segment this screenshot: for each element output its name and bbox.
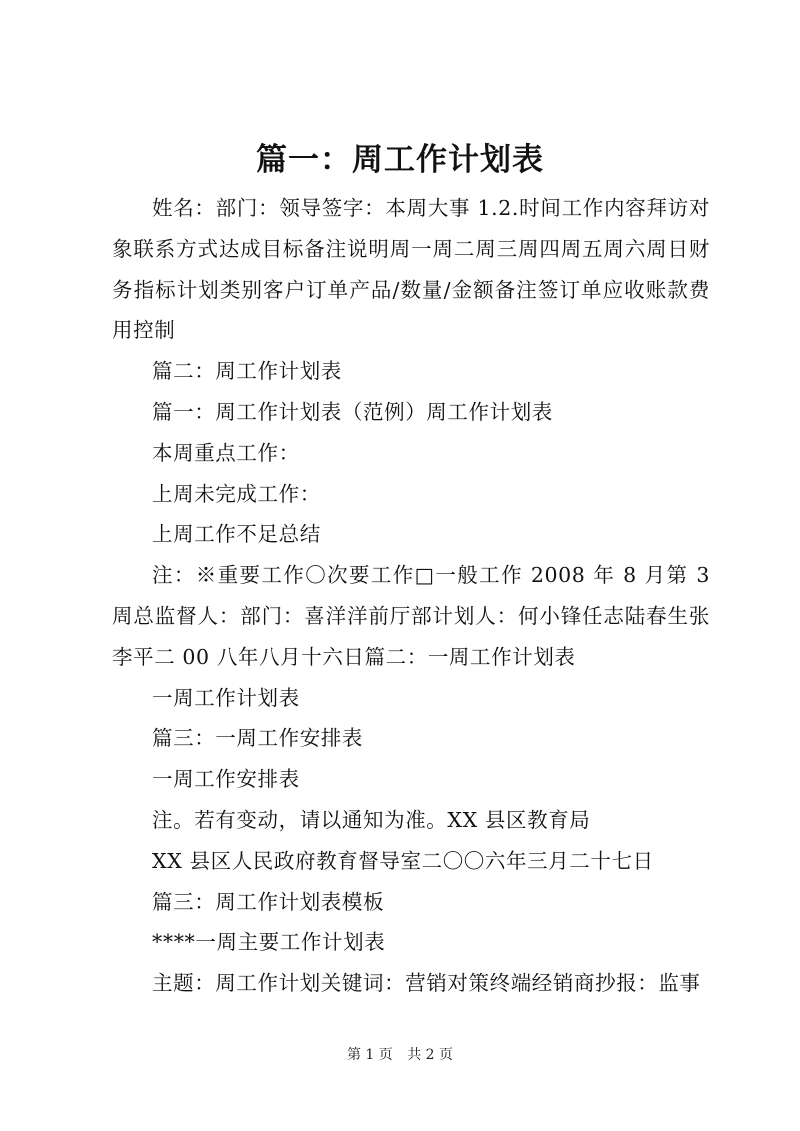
paragraph: 篇一：周工作计划表（范例）周工作计划表 [152, 399, 553, 424]
page-total: 共 2 页 [407, 1047, 454, 1063]
paragraph: 篇二：周工作计划表 [152, 359, 342, 384]
paragraph: 本周重点工作： [152, 440, 300, 465]
paragraph: 上周未完成工作： [152, 481, 321, 506]
paragraph: 一周工作计划表 [152, 685, 300, 710]
paragraph: 篇三：周工作计划表模板 [152, 889, 385, 914]
paragraph: 注：※重要工作〇次要工作□一般工作 2008 年 8 月第 3 周总监督人：部门：喜洋洋前厅部计划人：何小锋任志陆春生张李平二 00 八年八月十六日篇二：一周工作计划表 [112, 563, 710, 669]
paragraph: XX 县区人民政府教育督导室二〇〇六年三月二十七日 [152, 848, 654, 873]
paragraph: 主题：周工作计划关键词：营销对策终端经销商抄报：监事 [152, 971, 701, 996]
page-footer [0, 1045, 800, 1065]
paragraph: 注。若有变动，请以通知为准。XX 县区教育局 [152, 807, 591, 832]
paragraph: ****一周主要工作计划表 [152, 930, 386, 955]
paragraph: 一周工作安排表 [152, 767, 300, 792]
paragraph: 篇三：一周工作安排表 [152, 726, 363, 751]
page-number: 第 1 页 [346, 1047, 393, 1063]
paragraph: 姓名：部门：领导签字：本周大事 1.2.时间工作内容拜访对象联系方式达成目标备注说明周一周二周三周四周五周六周日财务指标计划类别客户订单产品/数量/金额备注签订单应收账款费用控制 [112, 196, 710, 343]
document-title: 篇一：周工作计划表 [256, 142, 544, 178]
paragraph: 上周工作不足总结 [152, 522, 321, 547]
document-body [112, 188, 710, 1004]
